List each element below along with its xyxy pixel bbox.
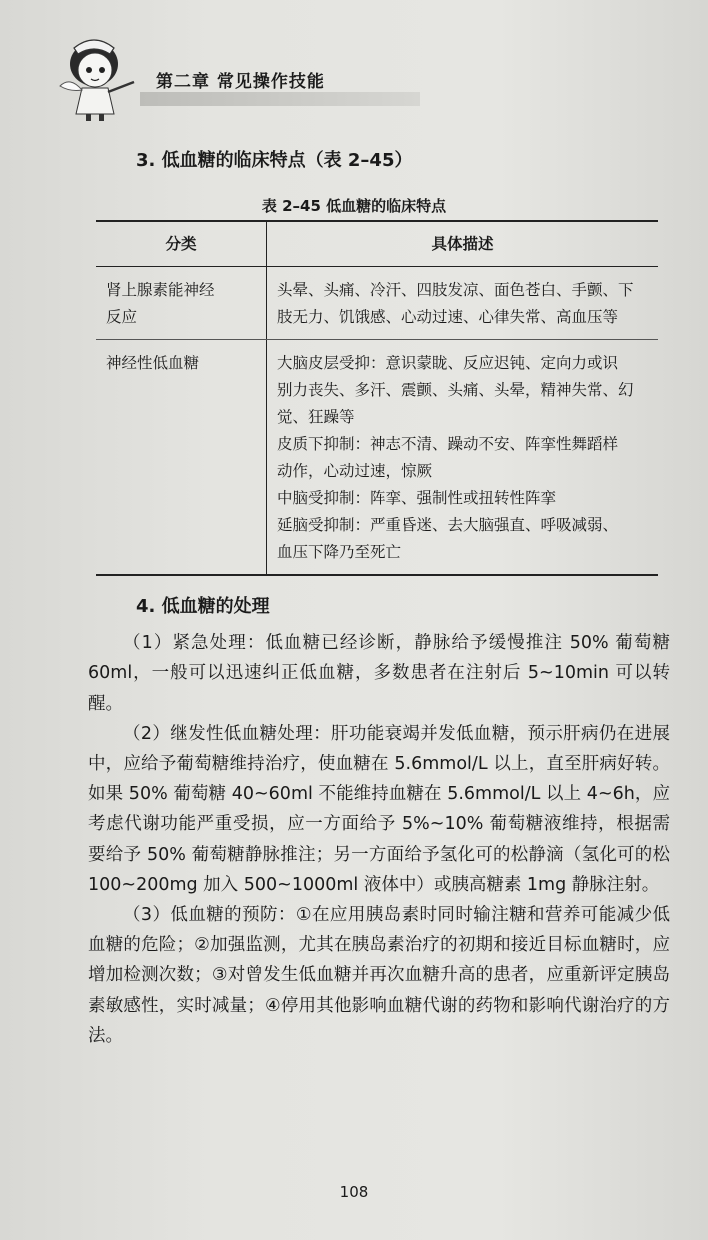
table-header-row <box>96 221 658 267</box>
category-text: 神经性低血糖 <box>106 354 200 372</box>
description-line: 血压下降乃至死亡 <box>277 543 402 561</box>
section-heading-clinical-features: 3. 低血糖的临床特点（表 2–45） <box>136 150 413 171</box>
category-text: 肾上腺素能神经 <box>106 281 215 299</box>
description-line: 大脑皮层受抑：意识蒙眬、反应迟钝、定向力或识 <box>277 354 619 372</box>
nurse-mascot-icon <box>52 30 142 122</box>
category-cell <box>96 340 267 576</box>
treatment-section <box>88 592 670 1051</box>
category-text: 反应 <box>106 308 138 326</box>
category-cell <box>96 267 267 340</box>
section-heading-treatment: 4. 低血糖的处理 <box>136 596 270 617</box>
description-line: 动作，心动过速，惊厥 <box>277 462 433 480</box>
description-cell <box>267 267 659 340</box>
description-line: 觉、狂躁等 <box>277 408 355 426</box>
description-line: 头晕、头痛、冷汗、四肢发凉、面色苍白、手颤、下 <box>277 281 634 299</box>
column-header-category: 分类 <box>96 221 267 267</box>
table-row <box>96 267 658 340</box>
paragraph-emergency-treatment: （1）紧急处理：低血糖已经诊断，静脉给予缓慢推注 50% 葡萄糖 60ml，一般可以迅速纠正低血糖，多数患者在注射后 5~10min 可以转醒。 <box>88 633 670 714</box>
paragraph-secondary-treatment: （2）继发性低血糖处理：肝功能衰竭并发低血糖，预示肝病仍在进展中，应给予葡萄糖维持治疗，使血糖在 5.6mmol/L 以上，直至肝病好转。如果 50% 葡萄糖 40~60ml 不能维持血糖在 5.6mmol/L 以上 4~6h，应考虑代谢功能严重受损，应一方面给予 5%~10% 葡萄糖液维持，根据需要给予 50% 葡萄糖静脉推注；另一方面给予氢化可的松静滴（氢化可的松 100~200mg 加入 500~1000ml 液体中）或胰高糖素 1mg 静脉注射。 <box>88 723 670 895</box>
description-line: 皮质下抑制：神志不清、躁动不安、阵挛性舞蹈样 <box>277 435 619 453</box>
page-number: 108 <box>339 1183 369 1201</box>
clinical-features-table <box>96 220 658 576</box>
header-rule <box>140 92 420 106</box>
table-row <box>96 340 658 576</box>
paragraph-prevention: （3）低血糖的预防：①在应用胰岛素时同时输注糖和营养可能减少低血糖的危险；②加强监测，尤其在胰岛素治疗的初期和接近目标血糖时，应增加检测次数；③对曾发生低血糖并再次血糖升高的患者，应重新评定胰岛素敏感性，实时减量；④停用其他影响血糖代谢的药物和影响代谢治疗的方法。 <box>88 905 670 1046</box>
table-caption: 表 2–45 低血糖的临床特点 <box>261 197 447 215</box>
description-line: 别力丧失、多汗、震颤、头痛、头晕，精神失常、幻 <box>277 381 634 399</box>
description-line: 延脑受抑制：严重昏迷、去大脑强直、呼吸减弱、 <box>277 516 619 534</box>
chapter-title: 第二章 常见操作技能 <box>156 72 325 92</box>
description-line: 中脑受抑制：阵挛、强制性或扭转性阵挛 <box>277 489 557 507</box>
description-line: 肢无力、饥饿感、心动过速、心律失常、高血压等 <box>277 308 619 326</box>
description-cell <box>267 340 659 576</box>
running-header <box>40 30 680 110</box>
column-header-description: 具体描述 <box>267 221 659 267</box>
